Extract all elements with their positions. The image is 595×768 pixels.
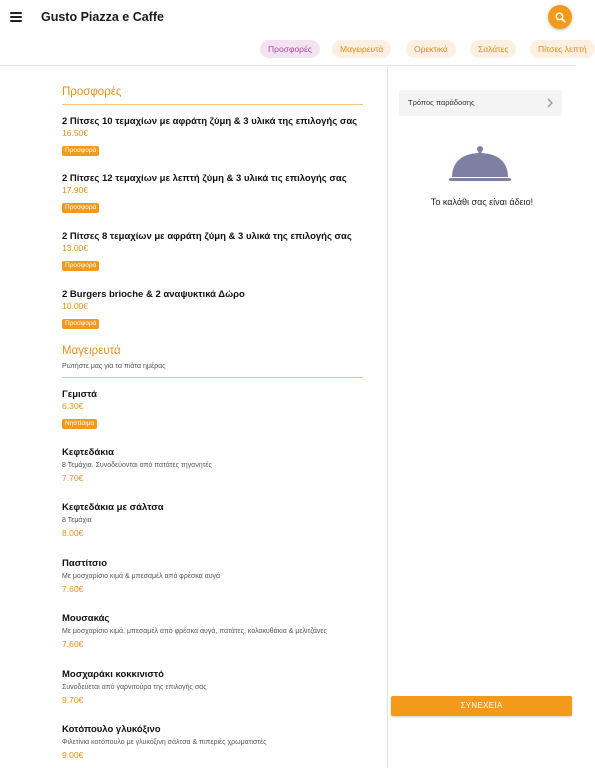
item-price: 6.30€ — [62, 401, 84, 411]
item-name: Παστίτσιο — [62, 558, 107, 569]
section-title-cooked-dishes: Μαγειρευτά — [62, 345, 121, 357]
item-price: 7.70€ — [62, 473, 84, 483]
menu-item[interactable] — [62, 289, 362, 330]
item-price: 16.50€ — [62, 128, 88, 138]
section-subtitle: Ρωτήστε μας για τα πιάτα ημέρας — [62, 363, 166, 370]
item-price: 9.70€ — [62, 695, 84, 705]
item-price: 13.00€ — [62, 243, 88, 253]
cart-panel — [388, 66, 576, 768]
item-name: 2 Πίτσες 8 τεμαχίων με αφράτη ζύμη & 3 υλικά της επιλογής σας — [62, 231, 352, 242]
item-name: 2 Πίτσες 12 τεμαχίων με λεπτή ζύμη & 3 υλικά τις επιλογής σας — [62, 173, 347, 184]
menu-item[interactable] — [62, 613, 362, 650]
offer-badge: Προσφορά — [62, 146, 99, 156]
menu-item[interactable] — [62, 502, 362, 539]
cloche-icon — [449, 143, 511, 185]
delivery-method-selector[interactable] — [399, 90, 562, 116]
item-name: 2 Burgers brioche & 2 αναψυκτικά Δώρο — [62, 289, 245, 300]
chevron-right-icon — [546, 97, 554, 109]
menu-item[interactable] — [62, 389, 362, 430]
item-price: 7.60€ — [62, 584, 84, 594]
search-icon — [554, 11, 567, 24]
menu-item[interactable] — [62, 724, 362, 761]
item-name: Κεφτεδάκια με σάλτσα — [62, 502, 164, 513]
menu-item[interactable] — [62, 669, 362, 706]
tab-appetizers[interactable]: Ορεκτικά — [406, 40, 456, 58]
item-name: Μουσακάς — [62, 613, 110, 624]
item-price: 9.00€ — [62, 750, 84, 760]
app-title: Gusto Piazza e Caffe — [41, 10, 164, 24]
item-name: Γεμιστά — [62, 389, 97, 400]
item-price: 10.00€ — [62, 301, 88, 311]
tab-offers[interactable]: Προσφορές — [260, 40, 320, 58]
empty-cart-message: Το καλάθι σας είναι άδειο! — [430, 197, 534, 207]
tab-thin-pizzas[interactable]: Πίτσες λεπτή — [530, 40, 595, 58]
menu-item[interactable] — [62, 558, 362, 595]
tab-cooked-dishes[interactable]: Μαγειρευτά — [332, 40, 391, 58]
item-name: Μοσχαράκι κοκκινιστό — [62, 669, 164, 680]
item-description: Με μοσχαρίσιο κιμά & μπεσαμέλ από φρέσκα αυγά — [62, 573, 221, 580]
section-title-offers: Προσφορές — [62, 86, 122, 98]
section-divider — [62, 104, 363, 105]
category-tabs — [0, 38, 587, 64]
offer-badge: Προσφορά — [62, 261, 99, 271]
item-description: Συνοδεύεται από γαρνιτούρα της επιλογής σας — [62, 684, 207, 691]
continue-button[interactable]: ΣΥΝΕΧΕΙΑ — [391, 696, 572, 716]
menu-list[interactable] — [0, 66, 387, 768]
offer-badge: Προσφορά — [62, 319, 99, 329]
delivery-method-label: Τρόπος παράδοσης — [408, 98, 475, 107]
section-divider — [62, 377, 363, 378]
tab-salads[interactable]: Σαλάτες — [470, 40, 516, 58]
menu-item[interactable] — [62, 173, 362, 214]
item-name: Κεφτεδάκια — [62, 447, 115, 458]
item-description: 8 Τεμάχια. Συνοδεύονται από πατάτες τηγανητές — [62, 462, 212, 469]
offer-badge: Προσφορά — [62, 203, 99, 213]
item-price: 7.60€ — [62, 639, 84, 649]
search-button[interactable] — [548, 5, 572, 29]
item-description: Με μοσχαρίσιο κιμά, μπεσαμέλ από φρέσκα αυγά, πατάτες, κολοκυθάκια & μελιτζάνες — [62, 628, 327, 635]
menu-item[interactable] — [62, 447, 362, 484]
item-price: 8.00€ — [62, 528, 84, 538]
item-description: 8 Τεμάχια — [62, 517, 92, 524]
menu-item[interactable] — [62, 116, 362, 157]
item-name: 2 Πίτσες 10 τεμαχίων με αφράτη ζύμη & 3 υλικά της επιλογής σας — [62, 116, 358, 127]
item-description: Φιλετίνια κοτόπουλο με γλυκόξινη σάλτσα & πιπεριές χρωματιστές — [62, 739, 267, 746]
hamburger-menu-icon[interactable] — [10, 12, 22, 22]
fasting-badge: Νηστίσιμο — [62, 419, 97, 429]
item-name: Κοτόπουλο γλυκόξινο — [62, 724, 161, 735]
item-price: 17.90€ — [62, 185, 88, 195]
top-app-bar — [0, 0, 576, 34]
menu-item[interactable] — [62, 231, 362, 272]
